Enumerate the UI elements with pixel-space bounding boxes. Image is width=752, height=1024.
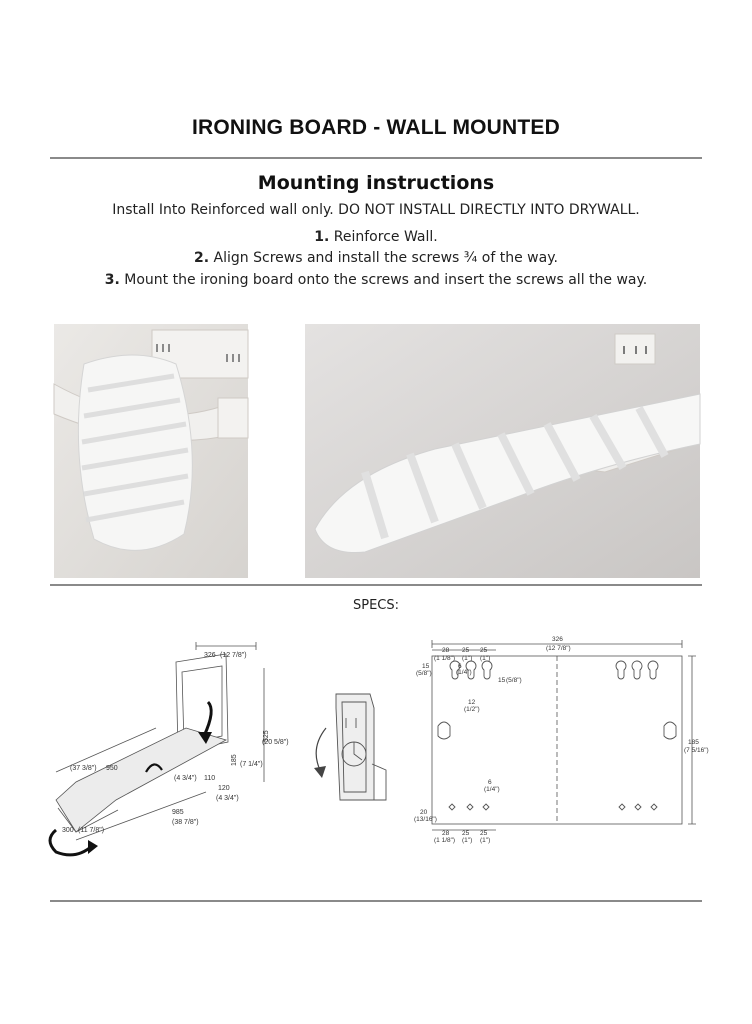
- plan-d28-top-in: (1 1/8"): [434, 655, 456, 662]
- divider-middle: [50, 584, 702, 586]
- dim3d-width-in: (12 7/8"): [220, 652, 247, 659]
- dim3d-length: 950: [106, 765, 118, 772]
- dim3d-d120-in: (4 3/4"): [216, 795, 239, 802]
- plan-d20: 20: [420, 809, 428, 816]
- plan-d28-bottom-in: (1 1/8"): [434, 837, 456, 844]
- plan-d25a-bottom: 25: [462, 830, 470, 837]
- step-1-text: Reinforce Wall.: [329, 229, 438, 245]
- diagram-mounting-template: [412, 634, 709, 852]
- plan-d25b-top-in: (1"): [480, 655, 491, 662]
- plan-height: 185: [688, 739, 699, 746]
- warning-text: Install Into Reinforced wall only. DO NOT INSTALL DIRECTLY INTO DRYWALL.: [112, 202, 640, 218]
- dim3d-end-in: (11 7/8"): [78, 827, 105, 834]
- divider-bottom: [50, 900, 702, 902]
- step-3: [0, 272, 752, 288]
- dim3d-d110: 110: [204, 775, 216, 782]
- dim3d-length-in: (37 3/8"): [70, 765, 97, 772]
- plan-width: 326: [552, 636, 563, 643]
- plan-d25a-top-in: (1"): [462, 655, 473, 662]
- plan-d25b-bottom: 25: [480, 830, 488, 837]
- plan-d25a-top: 25: [462, 647, 470, 654]
- photo-board-wall-view: [54, 324, 248, 578]
- dim3d-height-in: (20 5/8"): [262, 739, 289, 746]
- plan-d6-bottom: 6: [488, 779, 492, 786]
- plan-d25b-top: 25: [480, 647, 488, 654]
- plan-width-in: (12 7/8"): [546, 645, 571, 652]
- plan-d15-left-in: (5/8"): [416, 670, 432, 677]
- plan-d6-top-in: (1/4"): [456, 669, 472, 676]
- plan-d28-top: 28: [442, 647, 450, 654]
- dim3d-d110-in: (4 3/4"): [174, 775, 197, 782]
- plan-d15-right: 15: [498, 677, 506, 684]
- specs-label: SPECS:: [352, 598, 399, 613]
- dim3d-total: 985: [172, 809, 184, 816]
- diagram-3d-dimensions: [36, 632, 298, 864]
- step-3-number: 3.: [104, 272, 120, 288]
- plan-d12-in: (1/2"): [464, 706, 480, 713]
- diagram-side-view: [300, 688, 395, 818]
- plan-d28-bottom: 28: [442, 830, 450, 837]
- plan-d25b-bottom-in: (1"): [480, 837, 491, 844]
- step-2-text: Align Screws and install the screws ¾ of the way.: [209, 250, 558, 266]
- dim3d-depth-in: (7 1/4"): [240, 761, 263, 768]
- dim3d-end: 300: [62, 827, 74, 834]
- plan-d15-left: 15: [422, 663, 430, 670]
- dim3d-d120: 120: [218, 785, 230, 792]
- step-1: [0, 229, 752, 245]
- instructions-heading: Mounting instructions: [257, 172, 495, 194]
- plan-d6-top: 6: [458, 663, 462, 670]
- dim3d-width: 326: [204, 652, 216, 659]
- step-2-number: 2.: [194, 250, 210, 266]
- plan-d25a-bottom-in: (1"): [462, 837, 473, 844]
- plan-d20-in: (13/16"): [414, 816, 437, 823]
- step-2: [0, 250, 752, 266]
- dim3d-depth: 185: [231, 754, 238, 766]
- dim3d-total-in: (38 7/8"): [172, 819, 199, 826]
- plan-d15-right-in: (5/8"): [506, 677, 522, 684]
- divider-top: [50, 157, 702, 159]
- plan-height-in: (7 5/16"): [684, 747, 709, 754]
- step-3-text: Mount the ironing board onto the screws and insert the screws all the way.: [119, 272, 648, 288]
- plan-d12: 12: [468, 699, 476, 706]
- step-1-number: 1.: [314, 229, 330, 245]
- page-title: IRONING BOARD - WALL MOUNTED: [191, 116, 561, 139]
- dim3d-height: 525: [263, 730, 270, 742]
- photo-board-closeup: [305, 324, 700, 578]
- plan-d6-bottom-in: (1/4"): [484, 786, 500, 793]
